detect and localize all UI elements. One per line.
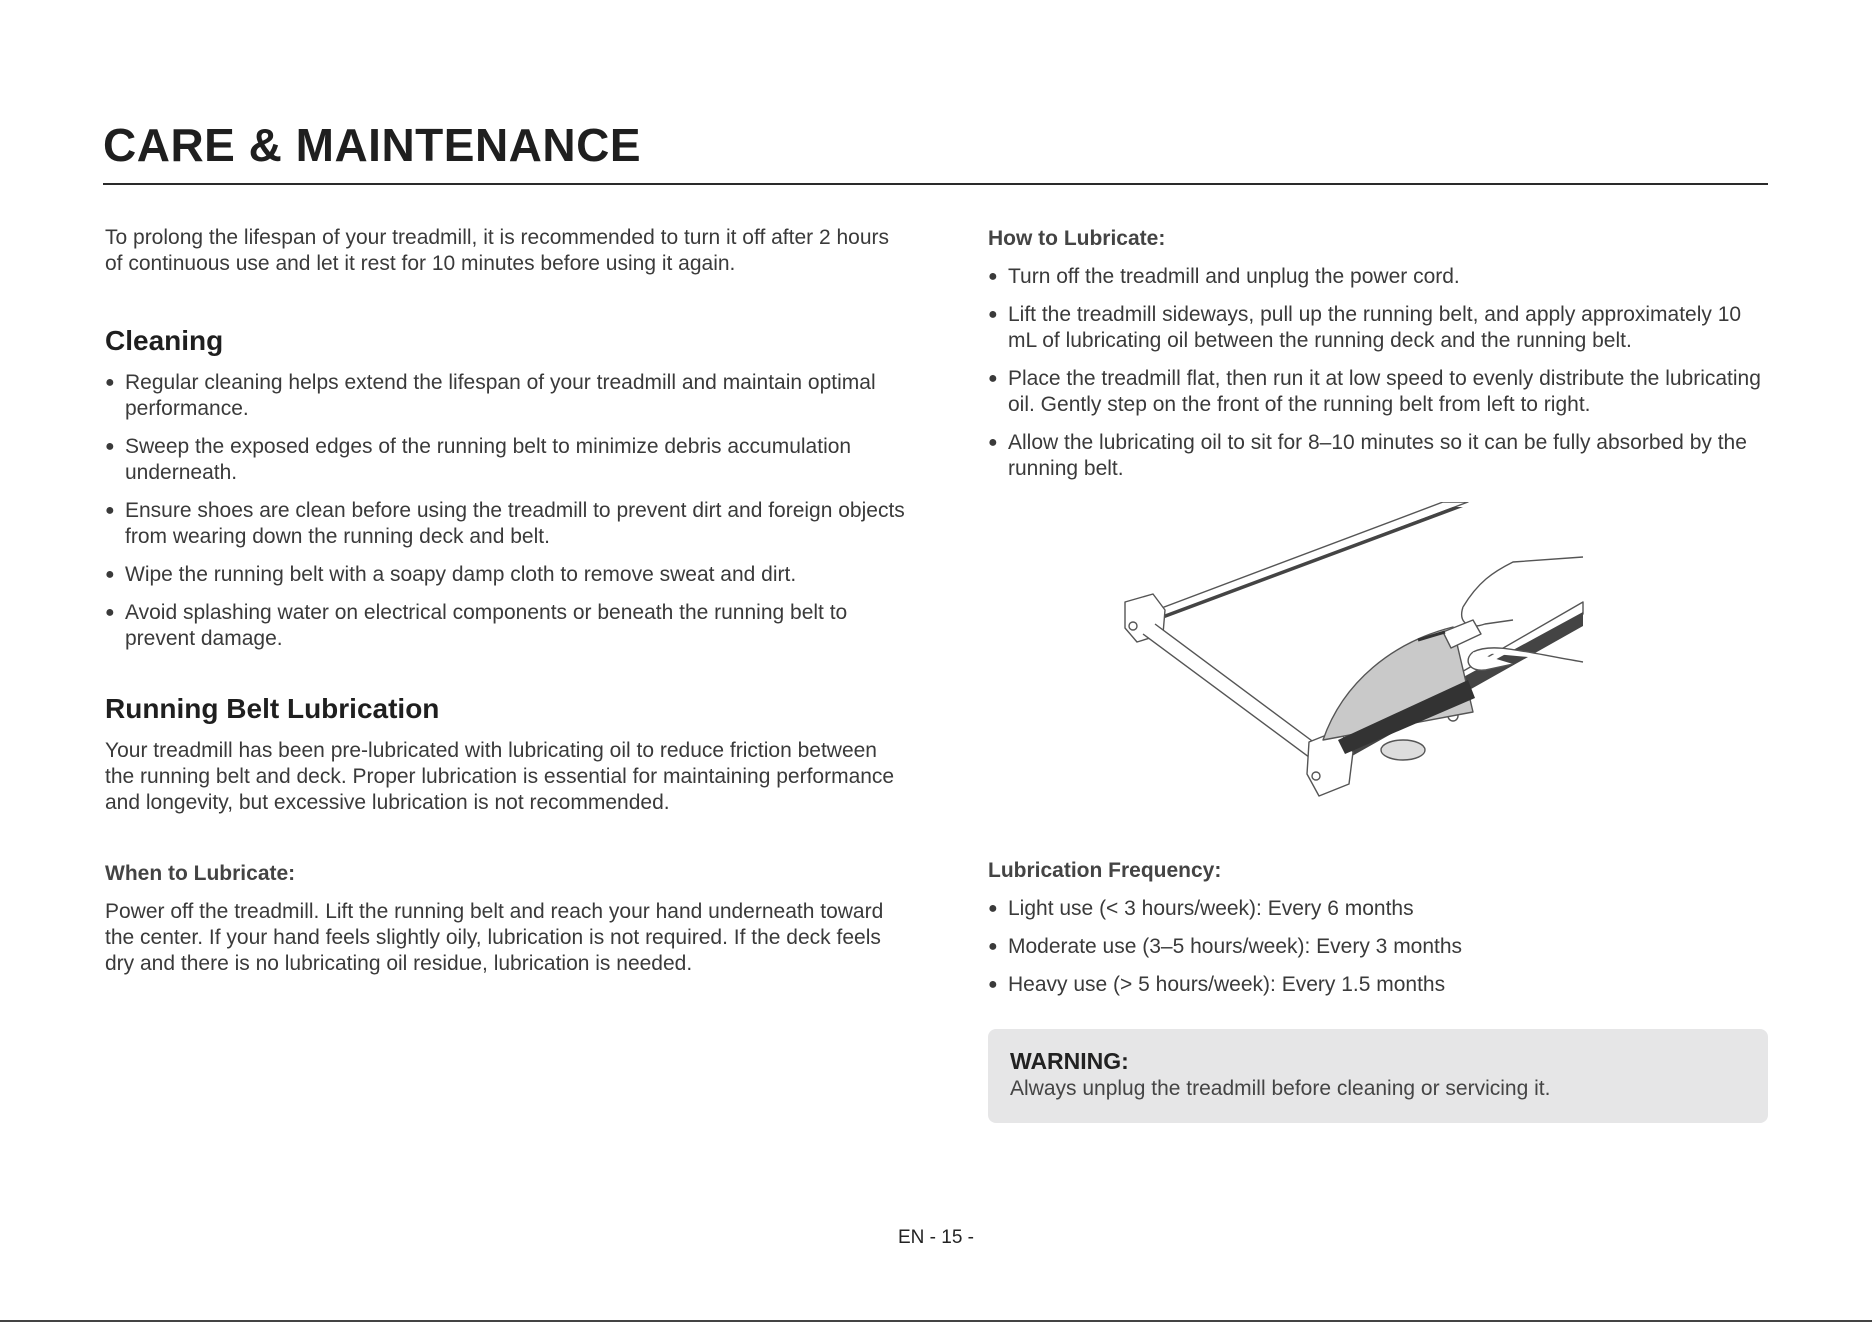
warning-box <box>988 1029 1768 1123</box>
bullet-icon: ● <box>105 438 115 455</box>
left-column <box>105 225 905 977</box>
treadmill-illustration-icon <box>1113 502 1593 812</box>
bullet-icon: ● <box>105 502 115 519</box>
how-to-list <box>988 264 1768 482</box>
bullet-icon: ● <box>988 976 998 993</box>
warning-text: Always unplug the treadmill before cleaning or servicing it. <box>1010 1077 1551 1100</box>
lubrication-paragraph: Your treadmill has been pre-lubricated with lubricating oil to reduce friction between the running belt and deck. Proper lubrication is essential for maintaining performance and longevity, but excessive lubrication is not recommended. <box>105 739 895 814</box>
warning-title: WARNING: <box>1010 1048 1129 1074</box>
lubrication-illustration <box>988 502 1768 822</box>
bullet-icon: ● <box>988 938 998 955</box>
when-to-lubricate-heading: When to Lubricate: <box>105 862 296 885</box>
lubrication-heading: Running Belt Lubrication <box>105 693 440 724</box>
list-item: ● Wipe the running belt with a soapy damp cloth to remove sweat and dirt. <box>105 563 797 586</box>
bullet-icon: ● <box>988 268 998 285</box>
bullet-icon: ● <box>988 306 998 323</box>
bullet-icon: ● <box>988 434 998 451</box>
bullet-icon: ● <box>988 370 998 387</box>
list-item: ● Moderate use (3–5 hours/week): Every 3 months <box>988 935 1463 958</box>
bullet-icon: ● <box>105 374 115 391</box>
when-to-lubricate-paragraph: Power off the treadmill. Lift the running belt and reach your hand underneath toward the center. If your hand feels slightly oily, lubrication is not required. If the deck feels dry and there is no lubricating oil residue, lubrication is needed. <box>105 900 884 975</box>
list-item: ● Light use (< 3 hours/week): Every 6 months <box>988 897 1414 920</box>
intro-paragraph: To prolong the lifespan of your treadmill, it is recommended to turn it off after 2 hours of continuous use and let it rest for 10 minutes before using it again. <box>105 226 890 275</box>
list-item: ● Heavy use (> 5 hours/week): Every 1.5 months <box>988 973 1446 996</box>
title-divider <box>103 183 1768 185</box>
list-item: ● Avoid splashing water on electrical components or beneath the running belt to prevent damage. <box>105 601 848 650</box>
list-item: ● Turn off the treadmill and unplug the power cord. <box>988 265 1460 288</box>
frequency-list <box>988 896 1768 998</box>
list-item: ● Allow the lubricating oil to sit for 8–10 minutes so it can be fully absorbed by the running belt. <box>988 431 1747 480</box>
bottom-divider <box>0 1320 1872 1322</box>
list-item: ● Regular cleaning helps extend the lifespan of your treadmill and maintain optimal performance. <box>105 371 876 420</box>
list-item: ● Ensure shoes are clean before using the treadmill to prevent dirt and foreign objects from wearing down the running deck and belt. <box>105 499 905 548</box>
list-item: ● Sweep the exposed edges of the running belt to minimize debris accumulation underneath. <box>105 435 852 484</box>
page-title: CARE & MAINTENANCE <box>103 119 641 171</box>
bullet-icon: ● <box>105 604 115 621</box>
list-item: ● Place the treadmill flat, then run it at low speed to evenly distribute the lubricating oil. Gently step on the front of the running belt from left to right. <box>988 367 1761 416</box>
cleaning-heading: Cleaning <box>105 325 224 356</box>
right-column <box>988 226 1768 1123</box>
bullet-icon: ● <box>988 900 998 917</box>
page-number: EN - 15 - <box>897 1227 975 1248</box>
lubrication-frequency-heading: Lubrication Frequency: <box>988 859 1222 882</box>
list-item: ● Lift the treadmill sideways, pull up the running belt, and apply approximately 10 mL of lubricating oil between the running deck and the running belt. <box>988 303 1742 352</box>
bullet-icon: ● <box>105 566 115 583</box>
cleaning-list <box>105 370 905 652</box>
how-to-lubricate-heading: How to Lubricate: <box>988 227 1166 250</box>
